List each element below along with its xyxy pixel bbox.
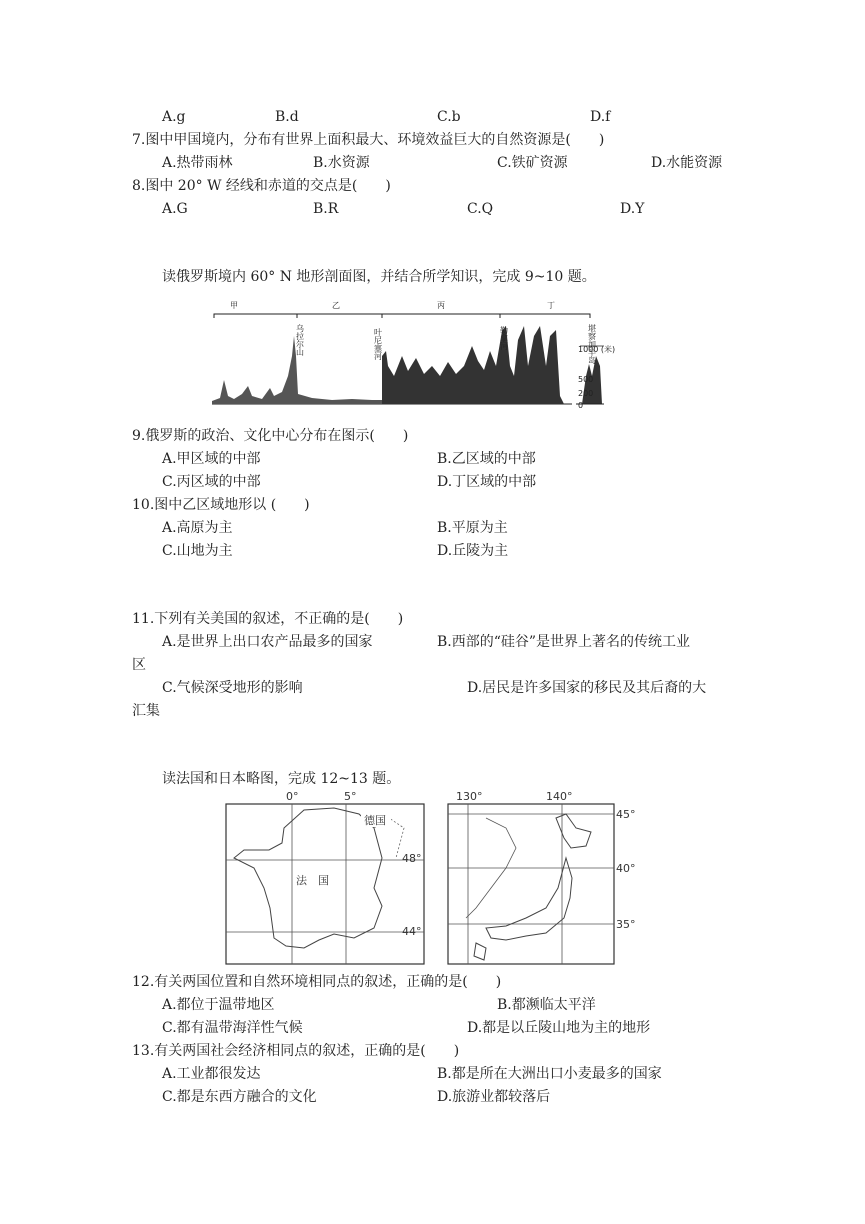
q9-option-b: B.乙区域的中部 <box>437 451 536 467</box>
japan-map <box>446 788 646 968</box>
q9-option-a: A.甲区域的中部 <box>162 451 261 467</box>
q11-option-d: D.居民是许多国家的移民及其后裔的大 <box>467 680 707 696</box>
q9-option-c: C.丙区域的中部 <box>162 474 261 490</box>
france-lat-48: 48° <box>402 852 422 865</box>
q13-stem: 13.有关两国社会经济相同点的叙述，正确的是( ) <box>132 1043 460 1059</box>
q13-option-a: A.工业都很发达 <box>162 1066 261 1082</box>
q9-option-d: D.丁区域的中部 <box>437 474 537 490</box>
japan-lat-35: 35° <box>616 918 636 931</box>
q10-option-c: C.山地为主 <box>162 543 233 559</box>
q11-option-a: A.是世界上出口农产品最多的国家 <box>162 634 373 650</box>
profile-scale-200: 200 <box>578 389 594 398</box>
q11-option-b-wrap: 区 <box>132 657 146 673</box>
japan-lon-140: 140° <box>546 790 573 803</box>
q10-option-b: B.平原为主 <box>437 520 508 536</box>
profile-region-jia: 甲 <box>230 301 238 310</box>
q12-option-b: B.都濒临太平洋 <box>497 997 596 1013</box>
q12-option-d: D.都是以丘陵山地为主的地形 <box>467 1020 651 1036</box>
q10-option-d: D.丘陵为主 <box>437 543 509 559</box>
profile-label-kamchatka: 堪察加半岛 <box>587 324 597 364</box>
france-neighbor-label: 德国 <box>364 814 386 827</box>
intro-12-13: 读法国和日本略图，完成 12~13 题。 <box>162 771 401 787</box>
q8-option-d: D.Y <box>620 201 645 217</box>
q12-option-a: A.都位于温带地区 <box>162 997 275 1013</box>
q11-stem: 11.下列有关美国的叙述，不正确的是( ) <box>132 611 404 627</box>
q10-stem: 10.图中乙区域地形以 ( ) <box>132 497 310 513</box>
q12-stem: 12.有关两国位置和自然环境相同点的叙述，正确的是( ) <box>132 974 502 990</box>
profile-region-ding: 丁 <box>547 301 555 310</box>
q13-option-d: D.旅游业都较落后 <box>437 1089 551 1105</box>
profile-label-lena: 勒拿河 <box>499 326 509 350</box>
q6-option-c: C.b <box>437 109 461 125</box>
japan-lat-40: 40° <box>616 862 636 875</box>
japan-lat-45: 45° <box>616 808 636 821</box>
q9-stem: 9.俄罗斯的政治、文化中心分布在图示( ) <box>132 428 409 444</box>
france-lon-5: 5° <box>344 790 357 803</box>
q7-stem: 7.图中甲国境内，分布有世界上面积最大、环境效益巨大的自然资源是( ) <box>132 132 605 148</box>
q11-option-b: B.西部的“硅谷”是世界上著名的传统工业 <box>437 634 691 650</box>
japan-lon-130: 130° <box>456 790 483 803</box>
france-lat-44: 44° <box>402 925 422 938</box>
profile-region-bing: 丙 <box>437 301 445 310</box>
q6-option-a: A.g <box>162 109 186 125</box>
q8-stem: 8.图中 20° W 经线和赤道的交点是( ) <box>132 178 391 194</box>
profile-label-ural: 乌拉尔山 <box>295 324 305 356</box>
q8-option-b: B.R <box>313 201 339 217</box>
france-country-label: 法 国 <box>296 874 329 887</box>
q8-option-a: A.G <box>162 201 188 217</box>
q7-option-a: A.热带雨林 <box>162 155 233 171</box>
q13-option-b: B.都是所在大洲出口小麦最多的国家 <box>437 1066 662 1082</box>
france-map <box>224 788 429 968</box>
profile-scale-1000: 1000 (米) <box>578 345 616 354</box>
q7-option-b: B.水资源 <box>313 155 370 171</box>
profile-scale-500: 500 <box>578 375 594 384</box>
profile-label-yenisei: 叶尼塞河 <box>373 328 383 360</box>
q11-option-c: C.气候深受地形的影响 <box>162 680 303 696</box>
q10-option-a: A.高原为主 <box>162 520 233 536</box>
q11-option-d-wrap: 汇集 <box>132 703 160 719</box>
q8-option-c: C.Q <box>467 201 494 217</box>
q6-option-d: D.f <box>590 109 611 125</box>
q7-option-c: C.铁矿资源 <box>497 155 568 171</box>
q13-option-c: C.都是东西方融合的文化 <box>162 1089 317 1105</box>
q7-option-d: D.水能资源 <box>651 155 723 171</box>
profile-scale-0: 0 <box>578 401 584 410</box>
terrain-profile-figure <box>212 296 632 414</box>
profile-region-yi: 乙 <box>332 301 340 310</box>
q6-option-b: B.d <box>275 109 299 125</box>
intro-9-10: 读俄罗斯境内 60° N 地形剖面图，并结合所学知识，完成 9~10 题。 <box>162 269 596 285</box>
q12-option-c: C.都有温带海洋性气候 <box>162 1020 303 1036</box>
france-lon-0: 0° <box>286 790 299 803</box>
